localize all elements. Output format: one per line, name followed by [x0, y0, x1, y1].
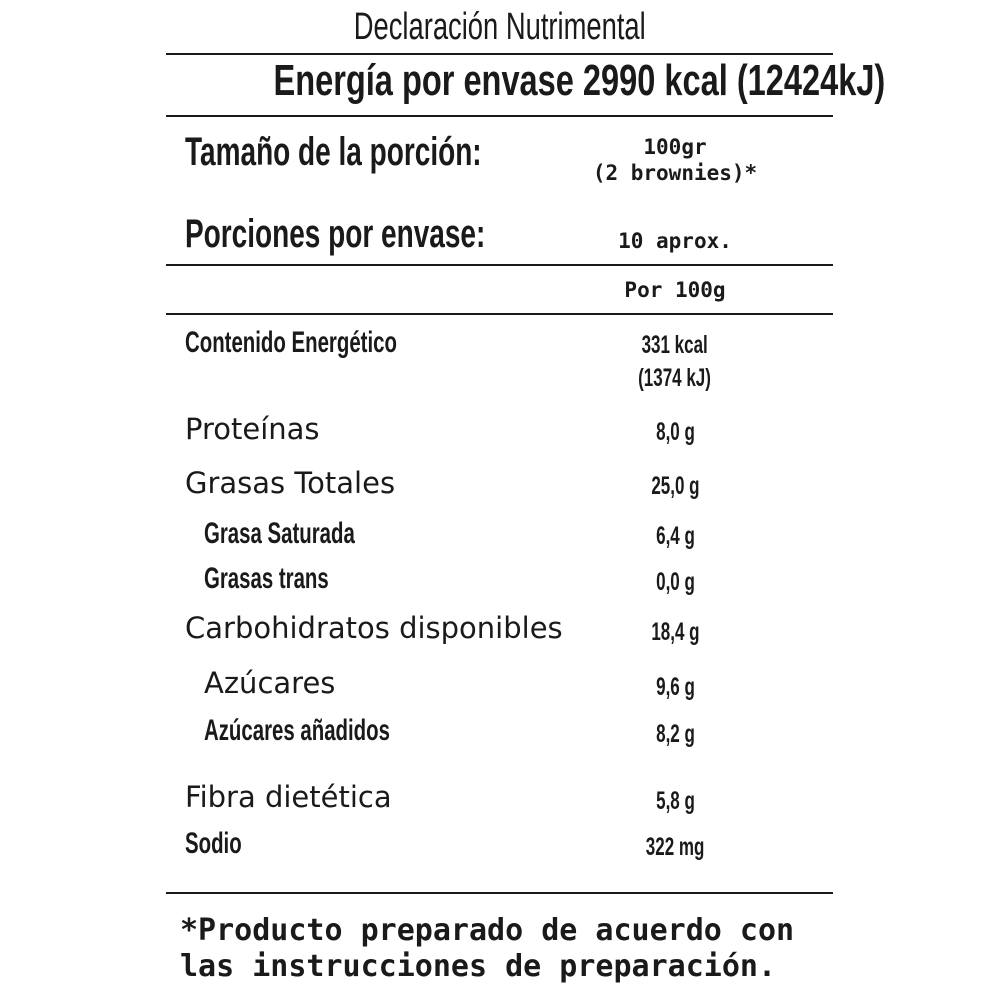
row-energy-value-line1: 331 kcal	[641, 331, 709, 359]
title-container	[166, 6, 833, 49]
row-sugars-label-container	[204, 666, 335, 700]
row-carbs-value-container	[560, 618, 790, 647]
row-added-sugars-value-container	[560, 720, 790, 749]
servings-per-package-label-container	[185, 212, 614, 257]
serving-size-label: Tamaño de la porción:	[185, 130, 482, 174]
row-sodium-label-container	[185, 827, 268, 861]
row-sodium-value: 322 mg	[645, 833, 705, 861]
divider-column-header	[166, 313, 833, 315]
row-added-sugars-label-container	[204, 714, 477, 748]
row-fiber-value: 5,8 g	[655, 787, 695, 815]
divider-title	[166, 53, 833, 55]
divider-footnote	[166, 892, 833, 894]
column-header-per-100g: Por 100g	[624, 278, 726, 302]
footnote: *Producto preparado de acuerdo con las instrucciones de preparación.	[180, 913, 795, 984]
row-trans-fat-label-container	[204, 562, 387, 596]
row-protein-value: 8,0 g	[655, 418, 695, 446]
energy-per-package-container	[166, 56, 886, 106]
row-sugars-value-container	[560, 673, 790, 702]
row-trans-fat-label: Grasas trans	[204, 562, 329, 595]
row-total-fat-label-container	[185, 466, 395, 500]
row-total-fat-value: 25,0 g	[650, 472, 700, 500]
row-carbs-label-container	[185, 611, 563, 645]
serving-size-value-line1: 100gr	[643, 135, 707, 159]
serving-size-value-line2: (2 brownies)*	[592, 161, 758, 185]
row-fiber-label-container	[185, 780, 392, 814]
row-carbs-value: 18,4 g	[650, 618, 700, 646]
divider-energy	[166, 115, 833, 117]
row-sodium-value-container	[560, 833, 790, 862]
row-fiber-value-container	[560, 787, 790, 816]
serving-size-value	[560, 134, 790, 186]
row-added-sugars-label: Azúcares añadidos	[204, 714, 390, 747]
row-saturated-fat-value-container	[560, 522, 790, 551]
divider-servings	[166, 264, 833, 266]
row-saturated-fat-value: 6,4 g	[655, 522, 695, 550]
row-trans-fat-value-container	[560, 568, 790, 597]
row-total-fat-label: Grasas Totales	[185, 466, 396, 500]
servings-per-package-label: Porciones por envase:	[185, 212, 486, 256]
servings-per-package-value: 10 aprox.	[618, 229, 732, 253]
row-protein-value-container	[560, 418, 790, 447]
energy-per-package: Energía por envase 2990 kcal (12424kJ)	[273, 56, 886, 105]
row-energy-value-line2: (1374 kJ)	[638, 364, 712, 392]
row-total-fat-value-container	[560, 472, 790, 501]
row-energy-label: Contenido Energético	[185, 326, 397, 359]
row-energy-value-line1-container	[560, 331, 790, 360]
row-fiber-label: Fibra dietética	[185, 780, 392, 814]
row-added-sugars-value: 8,2 g	[655, 720, 695, 748]
row-sugars-label: Azúcares	[204, 666, 336, 700]
row-saturated-fat-label-container	[204, 517, 426, 551]
row-energy-value-line2-container	[560, 364, 790, 393]
row-carbs-label: Carbohidratos disponibles	[185, 611, 563, 645]
row-trans-fat-value: 0,0 g	[655, 568, 695, 596]
row-sodium-label: Sodio	[185, 827, 242, 860]
serving-size-label-container	[185, 130, 609, 175]
panel-title: Declaración Nutrimental	[353, 6, 646, 48]
row-saturated-fat-label: Grasa Saturada	[204, 517, 355, 550]
row-protein-label: Proteínas	[185, 412, 320, 446]
row-sugars-value: 9,6 g	[655, 673, 695, 701]
row-protein-label-container	[185, 412, 320, 446]
row-energy-label-container	[185, 326, 497, 360]
